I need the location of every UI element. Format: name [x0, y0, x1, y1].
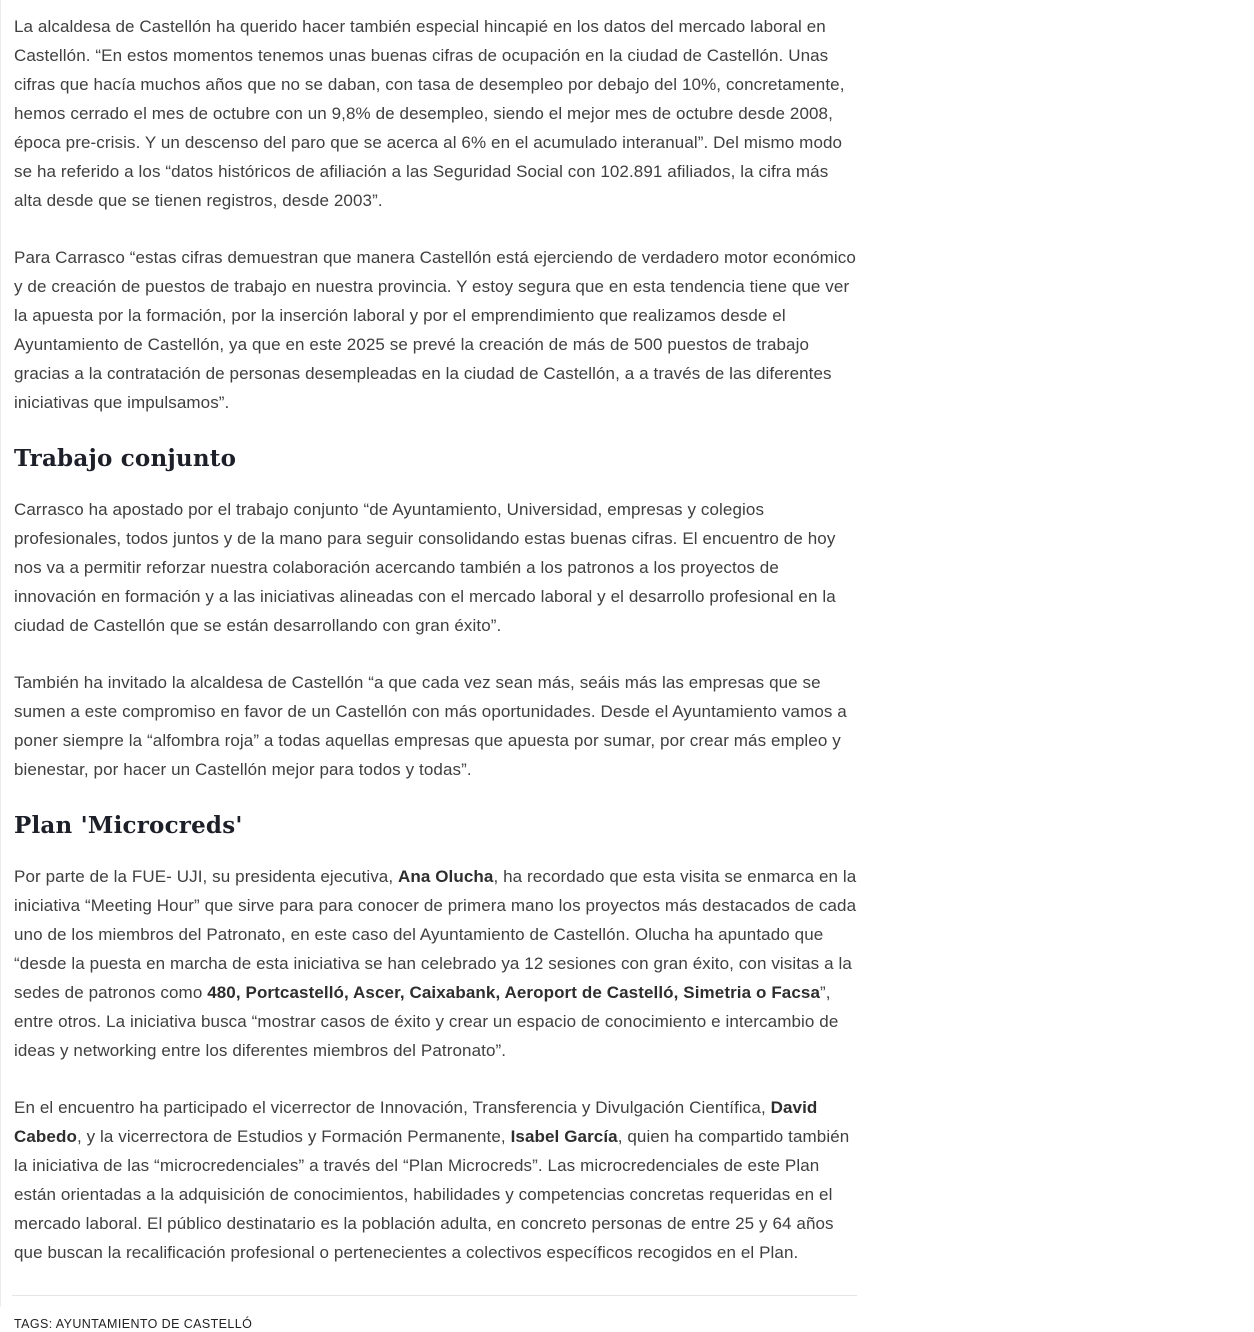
- bold-text-segment: Isabel García: [510, 1127, 618, 1146]
- bold-text-segment: Ana Olucha: [398, 867, 494, 886]
- text-segment: , y la vicerrectora de Estudios y Formación Permanente,: [76, 1127, 511, 1146]
- paragraph-microcredenciales: [14, 1093, 858, 1267]
- paragraph-carrasco-quote: [14, 243, 858, 417]
- text-segment: La alcaldesa de Castellón ha querido hacer también especial hincapié en los datos del mercado laboral en Castellón. “En estos momentos tenemos unas buenas cifras de ocupación en la ciudad de Castellón. Unas cifras que hacía muchos años que no se daban, con tasa de desempleo por debajo del 10%, concretamente, hemos cerrado el mes de octubre con un 9,8% de desempleo, siendo el mejor mes de octubre desde 2008, época pre-crisis. Y un descenso del paro que se acerca al 6% en el acumulado interanual”. Del mismo modo se ha referido a los “datos históricos de afiliación a las Seguridad Social con 102.891 afiliados, la cifra más alta desde que se tienen registros, desde 2003”.: [14, 17, 845, 210]
- bold-text-segment: David Cabedo: [14, 1098, 818, 1146]
- paragraph-fue-uji-meeting-hour: [14, 862, 858, 1065]
- paragraph-trabajo-conjunto: [14, 495, 858, 640]
- text-segment: En el encuentro ha participado el vicerrector de Innovación, Transferencia y Divulgación Científica,: [14, 1098, 771, 1117]
- paragraph-invitacion-empresas: [14, 668, 858, 784]
- paragraph-labor-market-data: [14, 12, 858, 215]
- text-segment: Para Carrasco “estas cifras demuestran que manera Castellón está ejerciendo de verdadero motor económico y de creación de puestos de trabajo en nuestra provincia. Y estoy segura que en esta tendencia tiene que ver la apuesta por la formación, por la inserción laboral y por el emprendimiento que realizamos desde el Ayuntamiento de Castellón, ya que en este 2025 se prevé la creación de más de 500 puestos de trabajo gracias a la contratación de personas desempleadas en la ciudad de Castellón, a a través de las diferentes iniciativas que impulsamos”.: [14, 248, 856, 412]
- text-segment: , ha recordado que esta visita se enmarca en la iniciativa “Meeting Hour” que sirve para para conocer de primera mano los proyectos más destacados de cada uno de los miembros del Patronato, en este caso del Ayuntamiento de Castellón. Olucha ha apuntado que “desde la puesta en marcha de esta iniciativa se han celebrado ya 12 sesiones con gran éxito, con visitas a la sedes de patronos como: [14, 867, 857, 1002]
- text-segment: , quien ha compartido también la iniciativa de las “microcredenciales” a través del “Plan Microcreds”. Las microcredenciales de este Plan están orientadas a la adquisición de conocimientos, habilidades y competencias concretas requeridas en el mercado laboral. El público destinatario es la población adulta, en concreto personas de entre 25 y 64 años que buscan la recalificación profesional o pertenecientes a colectivos específicos recogidos en el Plan.: [14, 1127, 850, 1262]
- section-heading-plan-microcreds: Plan 'Microcreds': [14, 812, 243, 839]
- tag-link-ayuntamiento-de-castello[interactable]: AYUNTAMIENTO DE CASTELLÓ: [55, 1317, 253, 1331]
- text-segment: Carrasco ha apostado por el trabajo conjunto “de Ayuntamiento, Universidad, empresas y colegios profesionales, todos juntos y de la mano para seguir consolidando estas buenas cifras. El encuentro de hoy nos va a permitir reforzar nuestra colaboración acercando también a los patronos a los proyectos de innovación en formación y a las iniciativas alineadas con el mercado laboral y el desarrollo profesional en la ciudad de Castellón que se están desarrollando con gran éxito”.: [14, 500, 836, 635]
- page-left-edge-line: [0, 0, 1, 1307]
- section-heading-trabajo-conjunto: Trabajo conjunto: [14, 445, 237, 472]
- bold-text-segment: 480, Portcastelló, Ascer, Caixabank, Aeroport de Castelló, Simetria o Facsa: [207, 983, 821, 1002]
- tags-row: [14, 1317, 1254, 1332]
- text-segment: También ha invitado la alcaldesa de Castellón “a que cada vez sean más, seáis más las empresas que se sumen a este compromiso en favor de un Castellón con más oportunidades. Desde el Ayuntamiento vamos a poner siempre la “alfombra roja” a todas aquellas empresas que apuesta por sumar, por crear más empleo y bienestar, por hacer un Castellón mejor para todos y todas”.: [14, 673, 847, 779]
- text-segment: Por parte de la FUE- UJI, su presidenta ejecutiva,: [14, 867, 398, 886]
- tags-label: TAGS:: [14, 1317, 53, 1331]
- tags-divider: [12, 1295, 857, 1296]
- text-segment: ”, entre otros. La iniciativa busca “mostrar casos de éxito y crear un espacio de conocimiento e intercambio de ideas y networking entre los diferentes miembros del Patronato”.: [14, 983, 839, 1060]
